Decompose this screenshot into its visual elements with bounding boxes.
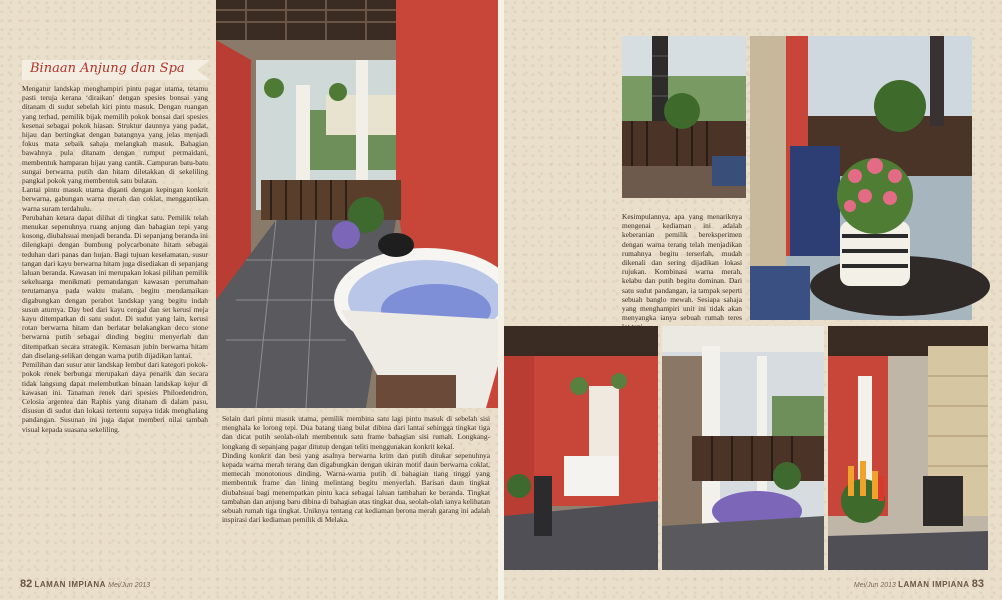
right-page [504,0,1002,600]
side-corridor-image [662,326,824,570]
spa-balcony-wide-photo [504,326,658,570]
page-number-left: 82 [20,578,33,590]
footer-right [854,578,984,590]
railing-image [622,36,746,198]
railing-photo [622,36,746,198]
flower-pot-image [750,36,972,320]
article-column-1: Mengatur landskap menghampiri pintu pagar utama, tetamu pasti terujа kerana ‘diraikan’ dengan spesies bonsai yang ditanam di sudut sebelah kiri pintu masuk. Dengan ruangan yang terhad, pemilik bijak memilih pokok bonsai dari spesies kesenai sebagai pokok hiasan. Struktur daunnya yang padat, hijau dan bertingkat dengan batangnya yang jelas menjadi fokus mata sebaik sahaja melangkah masuk. Bahagian bawahnya pula ditanam dengan rumput permaidani, membentuk hamparan hijau yang cantik. Campuran batu-batu sungai berwarna putih dan hitam diletakkan di sekeliling pangkal pokok yang membentuk satu bulatan. Lantai pintu masuk utama diganti dengan kepingan konkrit berwarna, gabungan warna merah dan coklat, menggantikan warna suram terdahulu. Perubahan ketara dapat dilihat di tingkat satu. Pemilik telah menukar sepenuhnya ruang anjung dan bahagian tepi yang kosong, diubahsuai menjadi beranda. Di sepanjang beranda ini dilengkapi dengan bumbung polycarbonate hitam sebagai teduhan dari panas dan hujan. Bagi tujuan keselamatan, susur tangan dari kayu berwarna hitam juga disediakan di sepanjang laluan beranda. Kawasan ini merupakan lokasi pilihan pemilik sekeluarga menikmati pemandangan kawasan perumahan terutamanya pada waktu malam, begitu mendamaikan digabungkan dengan perabot landskap yang begitu indah susun aturnya. Day bed dari kayu cengal dan set kerusi meja kayu ditempatkan di satu sudut. Di sudut yang lain, kerusi rotan berwarna hitam dan berlatar belakangkan deco stone berwarna putih sebagai dinding begitu menyerlah dan ditempatkan secara strategik. Kemasan jubin berwarna hitam dan diselang-selikan dengan warna putih dijadikan lantai. Pemilihan dan susur atur landskap lembut dari kategori pokok-pokok renek berbunga merupakan daya penarik dan secara tidak langsung dapat melembutkan binaan landskap kejur di kawasan ini. Tanaman renek dari spesies Philoedendron, Celosia argentea dan Raphis yang ditanam di dalam pasu, disusun di sudut dan lokasi tertentu supaya tidak menghalang pandangan. Susunan ini juga dapat memberi nilai tambah visual kepada suasana sekeliling. [22,84,208,434]
footer-left [20,578,150,590]
stone-wall-image [828,326,988,570]
magazine-name-right: LAMAN IMPIANA [898,580,970,589]
left-page [0,0,498,600]
balcony-spa-photo [216,0,500,408]
page-number-right: 83 [971,578,984,590]
spa-balcony-wide-image [504,326,658,570]
issue-left: Mei/Jun 2013 [108,582,151,589]
balcony-spa-image [216,0,500,408]
section-title: Binaan Anjung dan Spa [30,61,185,76]
stone-wall-photo [828,326,988,570]
article-column-3: Kesimpulannya, apa yang menariknya mengenai kediaman ini adalah keberanian pemilik bereksperimen dengan warna terang telah menjadikan rumahnya begitu terserlah, mudah dikenali dan sering dijadikan lokasi rujukan. Kombinasi warna merah, kelabu dan putih begitu dominan. Dari satu sudut pandangan, ia tampak seperti sebuah banglo mewah. Sesiapa sahaja yang menghampiri unit ini tidak akan menyangka ianya sebuah rumah teres [622,212,742,323]
magazine-name-left: LAMAN IMPIANA [34,580,106,589]
side-corridor-photo [662,326,824,570]
flower-pot-photo [750,36,972,320]
issue-right: Mei/Jun 2013 [853,582,896,589]
article-column-2: Selain dari pintu masuk utama, pemilik membina satu lagi pintu masuk di sebelah sisi menghala ke lorong tepi. Dua batang tiang bulat dibina dari lantai sehingga tingkat tiga dan dicat putih seolah-olah membentuk satu frame bahagian sisi rumah. Longkang-longkang di sepanjang pagar ditutup dengan teliti menggunakan konkrit kekal. Dinding konkrit dan besi yang asalnya berwarna krim dan putih ditukar sepenuhnya kepada warna merah terang dan digabungkan dengan ukiran motif daun berwarna coklat, memecah monotonous dinding. Warna-warna putih di bahagian tiang tinggi yang membentuk frame dan lining melintang begitu menyerlah. Barisan daun tingkat diubahsuai bagi menempatkan pintu kaca sebagai laluan tambahan ke beranda. Tingkat tambahan dan anjung baru dibina di bahagian atas tingkat dua, seolah-olah ianya kelihatan sebuah rumah tiga tingkat. Uniknya tentang cat kediaman berona merah garang ini adalah inspirasi dari kediaman pemilik di Melaka. [222,414,490,525]
